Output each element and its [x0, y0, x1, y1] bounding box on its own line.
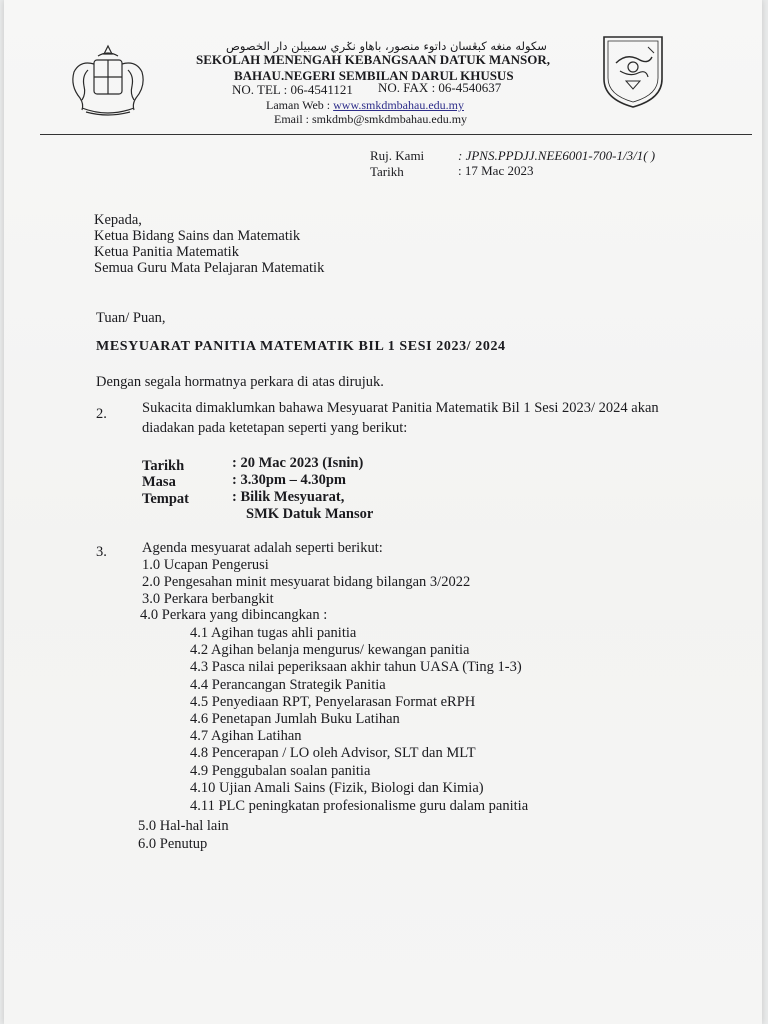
detail-tempat-value2: SMK Datuk Mansor: [246, 506, 374, 522]
agenda-item: 5.0 Hal-hal lain: [138, 818, 229, 834]
kepada: Kepada,: [94, 212, 142, 228]
detail-masa-label: Masa: [142, 474, 176, 490]
agenda-subitem: 4.2 Agihan belanja mengurus/ kewangan panitia: [190, 642, 470, 658]
agenda-subitem: 4.1 Agihan tugas ahli panitia: [190, 625, 357, 641]
agenda-intro: Agenda mesyuarat adalah seperti berikut:: [142, 540, 383, 556]
agenda-subitem: 4.9 Penggubalan soalan panitia: [190, 763, 371, 779]
school-name: SEKOLAH MENENGAH KEBANGSAAN DATUK MANSOR,: [196, 52, 551, 67]
agenda-subitem: 4.8 Pencerapan / LO oleh Advisor, SLT dan MLT: [190, 745, 476, 761]
agenda-subitem: 4.4 Perancangan Strategik Panitia: [190, 677, 386, 693]
detail-tarikh-value: : 20 Mac 2023 (Isnin): [232, 455, 364, 471]
agenda-subitem: 4.6 Penetapan Jumlah Buku Latihan: [190, 711, 400, 727]
school-badge-icon: [600, 33, 666, 111]
agenda-subitem: 4.7 Agihan Latihan: [190, 728, 302, 744]
website-link[interactable]: www.smkdmbahau.edu.my: [333, 98, 464, 112]
recipient-line: Semua Guru Mata Pelajaran Matematik: [94, 260, 325, 276]
para2-line1: Sukacita dimaklumkan bahawa Mesyuarat Panitia Matematik Bil 1 Sesi 2023/ 2024 akan: [142, 400, 659, 416]
agenda-subitem: 4.5 Penyediaan RPT, Penyelarasan Format eRPH: [190, 694, 476, 710]
agenda-subitem: 4.10 Ujian Amali Sains (Fizik, Biologi dan Kimia): [190, 780, 484, 796]
agenda-item: 6.0 Penutup: [138, 836, 208, 852]
school-fax: NO. FAX : 06-4540637: [378, 80, 502, 95]
letterhead-divider: [40, 134, 752, 135]
subject-heading: MESYUARAT PANITIA MATEMATIK BIL 1 SESI 2023/ 2024: [96, 339, 506, 354]
agenda-item: 2.0 Pengesahan minit mesyuarat bidang bilangan 3/2022: [142, 574, 471, 590]
detail-tempat-label: Tempat: [142, 491, 189, 507]
para2-line2: diadakan pada ketetapan seperti yang berikut:: [142, 420, 408, 436]
ruj-value: : JPNS.PPDJJ.NEE6001-700-1/3/1( ): [458, 148, 656, 163]
agenda-item: 1.0 Ucapan Pengerusi: [142, 557, 269, 573]
detail-masa-value: : 3.30pm – 4.30pm: [232, 472, 346, 488]
detail-tarikh-label: Tarikh: [142, 458, 185, 474]
coat-of-arms-icon: [62, 40, 154, 120]
recipient-line: Ketua Bidang Sains dan Matematik: [94, 228, 301, 244]
letter-page: [4, 0, 762, 1024]
ruj-label: Ruj. Kami: [370, 148, 425, 163]
school-email: Email : smkdmb@smkdmbahau.edu.my: [274, 112, 468, 126]
para2-number: 2.: [96, 406, 107, 422]
website-row: [266, 98, 464, 113]
detail-tempat-value: : Bilik Mesyuarat,: [232, 489, 345, 505]
intro-line: Dengan segala hormatnya perkara di atas dirujuk.: [96, 374, 384, 390]
agenda-item: 3.0 Perkara berbangkit: [142, 591, 274, 607]
agenda-subitem: 4.3 Pasca nilai peperiksaan akhir tahun UASA (Ting 1-3): [190, 659, 522, 675]
tarikh-label: Tarikh: [370, 164, 404, 179]
para3-number: 3.: [96, 544, 107, 560]
recipient-line: Ketua Panitia Matematik: [94, 244, 239, 260]
school-location: BAHAU.NEGERI SEMBILAN DARUL KHUSUS: [234, 68, 514, 83]
school-tel: NO. TEL : 06-4541121: [232, 82, 353, 97]
salutation: Tuan/ Puan,: [96, 310, 166, 326]
agenda-item: 4.0 Perkara yang dibincangkan :: [140, 607, 328, 623]
tarikh-value: : 17 Mac 2023: [458, 163, 534, 178]
agenda-subitem: 4.11 PLC peningkatan profesionalisme guru dalam panitia: [190, 798, 529, 814]
website-label: Laman Web :: [266, 98, 331, 112]
school-name-jawi: سكوله منغه كبڠسان داتوء منصور، باهاو نݢري سمبيلن دار الخصوص: [226, 39, 547, 53]
